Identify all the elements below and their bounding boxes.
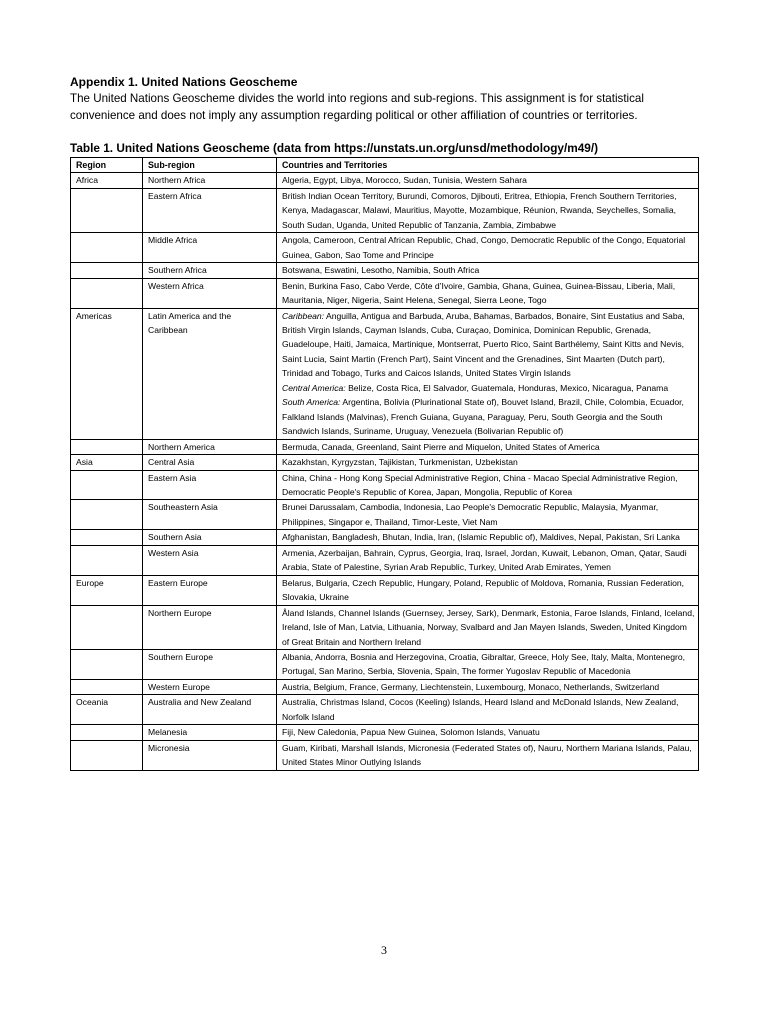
region-cell xyxy=(71,605,143,649)
south-america-label: South America: xyxy=(282,397,341,408)
table-row xyxy=(71,545,699,575)
countries-cell xyxy=(277,308,699,439)
subregion-cell: Australia and New Zealand xyxy=(143,695,277,725)
table-row xyxy=(71,500,699,530)
countries-cell: Albania, Andorra, Bosnia and Herzegovina, Croatia, Gibraltar, Greece, Holy See, Italy, Malta, Montenegro, Portugal, San Marino, Serbia, Slovenia, Spain, The former Yugoslav Republic of Macedonia xyxy=(277,649,699,679)
central-america-label: Central America: xyxy=(282,382,346,393)
table-row xyxy=(71,695,699,725)
countries-cell: Fiji, New Caledonia, Papua New Guinea, Solomon Islands, Vanuatu xyxy=(277,725,699,740)
region-cell: Americas xyxy=(71,308,143,439)
header-region: Region xyxy=(71,158,143,173)
subregion-cell: Middle Africa xyxy=(143,233,277,263)
countries-cell: Austria, Belgium, France, Germany, Liechtenstein, Luxembourg, Monaco, Netherlands, Switzerland xyxy=(277,679,699,694)
header-subregion: Sub-region xyxy=(143,158,277,173)
subregion-cell: Melanesia xyxy=(143,725,277,740)
subregion-cell: Micronesia xyxy=(143,740,277,770)
countries-cell: Benin, Burkina Faso, Cabo Verde, Côte d’Ivoire, Gambia, Ghana, Guinea, Guinea-Bissau, Liberia, Mali, Mauritania, Niger, Nigeria, Saint Helena, Senegal, Sierra Leone, Togo xyxy=(277,278,699,308)
region-cell xyxy=(71,188,143,232)
document-page xyxy=(70,74,700,771)
countries-cell: Belarus, Bulgaria, Czech Republic, Hungary, Poland, Republic of Moldova, Romania, Russian Federation, Slovakia, Ukraine xyxy=(277,575,699,605)
table-row xyxy=(71,263,699,278)
table-row xyxy=(71,740,699,770)
region-cell xyxy=(71,278,143,308)
table-row xyxy=(71,575,699,605)
countries-cell: Åland Islands, Channel Islands (Guernsey, Jersey, Sark), Denmark, Estonia, Faroe Islands, Finland, Iceland, Ireland, Isle of Man, Latvia, Lithuania, Norway, Svalbard and Jan Mayen Islands, Sweden, United Kingdom of Great Britain and Northern Ireland xyxy=(277,605,699,649)
countries-cell: Angola, Cameroon, Central African Republic, Chad, Congo, Democratic Republic of the Congo, Equatorial Guinea, Gabon, Sao Tome and Principe xyxy=(277,233,699,263)
subregion-cell: Central Asia xyxy=(143,455,277,470)
table-row xyxy=(71,530,699,545)
appendix-title: Appendix 1. United Nations Geoscheme xyxy=(70,75,298,89)
region-cell xyxy=(71,263,143,278)
countries-cell: Afghanistan, Bangladesh, Bhutan, India, Iran, (Islamic Republic of), Maldives, Nepal, Pakistan, Sri Lanka xyxy=(277,530,699,545)
table-row xyxy=(71,455,699,470)
intro-paragraph: The United Nations Geoscheme divides the world into regions and sub-regions. This assignment is for statistical convenience and does not imply any assumption regarding political or other affiliation of countries or territories. xyxy=(70,92,644,122)
header-countries: Countries and Territories xyxy=(277,158,699,173)
subregion-cell: Eastern Africa xyxy=(143,188,277,232)
subregion-cell: Northern Europe xyxy=(143,605,277,649)
region-cell xyxy=(71,500,143,530)
countries-cell: Kazakhstan, Kyrgyzstan, Tajikistan, Turkmenistan, Uzbekistan xyxy=(277,455,699,470)
subregion-cell: Eastern Europe xyxy=(143,575,277,605)
subregion-cell: Latin America and the Caribbean xyxy=(143,308,277,439)
region-cell xyxy=(71,233,143,263)
central-america-countries: Belize, Costa Rica, El Salvador, Guatemala, Honduras, Mexico, Nicaragua, Panama xyxy=(348,382,669,393)
table-row xyxy=(71,725,699,740)
subregion-cell: Southern Africa xyxy=(143,263,277,278)
south-america-countries: Argentina, Bolivia (Plurinational State of), Bouvet Island, Brazil, Chile, Colombia, Ecuador, Falkland Islands (Malvinas), French Guiana, Guyana, Paraguay, Peru, South Georgia and the South Sandwich Islands, Suriname, Uruguay, Venezuela (Bolivarian Republic of) xyxy=(282,397,684,437)
region-cell xyxy=(71,439,143,454)
countries-cell: Botswana, Eswatini, Lesotho, Namibia, South Africa xyxy=(277,263,699,278)
subregion-cell: Northern America xyxy=(143,439,277,454)
subregion-cell: Northern Africa xyxy=(143,173,277,188)
countries-cell: British Indian Ocean Territory, Burundi, Comoros, Djibouti, Eritrea, Ethiopia, French Southern Territories, Kenya, Madagascar, Malawi, Mauritius, Mayotte, Mozambique, Réunion, Rwanda, Seychelles, Somalia, South Sudan, Uganda, United Republic of Tanzania, Zambia, Zimbabwe xyxy=(277,188,699,232)
countries-cell: Algeria, Egypt, Libya, Morocco, Sudan, Tunisia, Western Sahara xyxy=(277,173,699,188)
subregion-cell: Eastern Asia xyxy=(143,470,277,500)
region-cell: Africa xyxy=(71,173,143,188)
countries-cell: China, China - Hong Kong Special Administrative Region, China - Macao Special Administrative Region, Democratic People's Republic of Korea, Japan, Mongolia, Republic of Korea xyxy=(277,470,699,500)
table-row xyxy=(71,278,699,308)
region-cell xyxy=(71,530,143,545)
subregion-cell: Western Asia xyxy=(143,545,277,575)
table-title: Table 1. United Nations Geoscheme (data from https://unstats.un.org/unsd/methodology/m49/) xyxy=(70,141,599,155)
countries-cell: Guam, Kiribati, Marshall Islands, Micronesia (Federated States of), Nauru, Northern Mariana Islands, Palau, United States Minor Outlying Islands xyxy=(277,740,699,770)
region-cell xyxy=(71,545,143,575)
region-cell xyxy=(71,679,143,694)
subregion-cell: Western Europe xyxy=(143,679,277,694)
countries-cell: Australia, Christmas Island, Cocos (Keeling) Islands, Heard Island and McDonald Islands, New Zealand, Norfolk Island xyxy=(277,695,699,725)
region-cell: Oceania xyxy=(71,695,143,725)
page-number: 3 xyxy=(381,943,387,957)
table-row xyxy=(71,188,699,232)
table-row xyxy=(71,649,699,679)
caribbean-countries: Anguilla, Antigua and Barbuda, Aruba, Bahamas, Barbados, Bonaire, Sint Eustatius and Saba, British Virgin Islands, Cayman Islands, Cuba, Curaçao, Dominica, Dominican Republic, Grenada, Guadeloupe, Haiti, Jamaica, Martinique, Montserrat, Puerto Rico, Saint Barthélemy, Saint Kitts and Nevis, Saint Lucia, Saint Martin (French Part), Saint Vincent and the Grenadines, Sint Maarten (Dutch part), Trinidad and Tobago, Turks and Caicos Islands, United States Virgin Islands xyxy=(282,310,685,379)
region-cell: Europe xyxy=(71,575,143,605)
region-cell xyxy=(71,470,143,500)
countries-cell: Armenia, Azerbaijan, Bahrain, Cyprus, Georgia, Iraq, Israel, Jordan, Kuwait, Lebanon, Oman, Qatar, Saudi Arabia, State of Palestine, Syrian Arab Republic, Turkey, United Arab Emirates, Yemen xyxy=(277,545,699,575)
table-row xyxy=(71,233,699,263)
subregion-cell: Southeastern Asia xyxy=(143,500,277,530)
subregion-cell: Western Africa xyxy=(143,278,277,308)
geoscheme-table xyxy=(70,157,699,771)
countries-cell: Brunei Darussalam, Cambodia, Indonesia, Lao People's Democratic Republic, Malaysia, Myanmar, Philippines, Singapor e, Thailand, Timor-Leste, Viet Nam xyxy=(277,500,699,530)
table-row xyxy=(71,439,699,454)
region-cell: Asia xyxy=(71,455,143,470)
region-cell xyxy=(71,725,143,740)
table-row xyxy=(71,173,699,188)
table-row xyxy=(71,308,699,439)
subregion-cell: Southern Asia xyxy=(143,530,277,545)
countries-cell: Bermuda, Canada, Greenland, Saint Pierre and Miquelon, United States of America xyxy=(277,439,699,454)
region-cell xyxy=(71,740,143,770)
caribbean-label: Caribbean: xyxy=(282,310,325,321)
table-header-row xyxy=(71,158,699,173)
table-row xyxy=(71,679,699,694)
subregion-cell: Southern Europe xyxy=(143,649,277,679)
table-row xyxy=(71,605,699,649)
region-cell xyxy=(71,649,143,679)
table-row xyxy=(71,470,699,500)
